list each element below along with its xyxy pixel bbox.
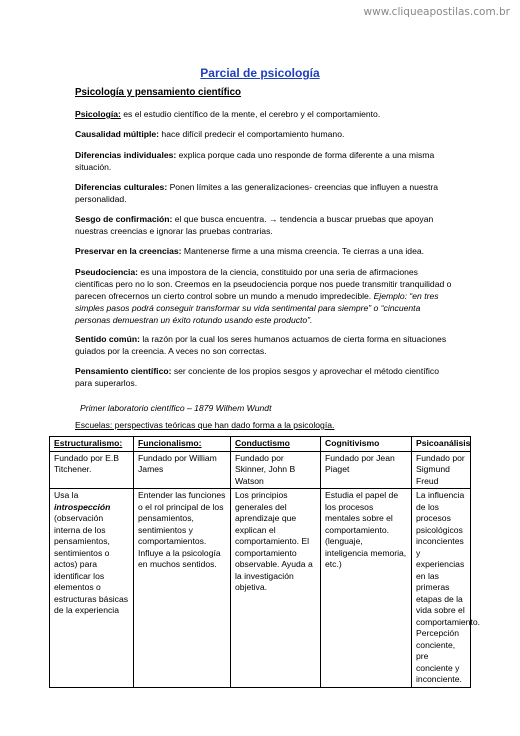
definition-term: Diferencias individuales: xyxy=(75,150,177,160)
table-cell xyxy=(321,489,412,688)
definition-text: ser conciente de los propios sesgos y aprovechar el método científico para superarlos. xyxy=(75,366,439,388)
definition-psicologia xyxy=(75,108,455,120)
definition-text: Ponen límites a las generalizaciones- creencias que influyen a nuestra personalidad. xyxy=(75,182,439,204)
table-cell xyxy=(231,489,321,688)
schools-table xyxy=(49,436,481,688)
table-row-founders xyxy=(50,451,471,489)
definition-term: Pseudociencia: xyxy=(75,267,139,277)
definition-term: Diferencias culturales: xyxy=(75,182,168,192)
definition-term: Psicología: xyxy=(75,109,121,119)
cell-text: Entender las funciones o el rol principal de los pensamientos, sentimientos y comportamientos. Influye a la psicología en muchos sentidos. xyxy=(138,490,226,569)
definition-text: explica porque cada uno responde de forma diferente a una misma situación. xyxy=(75,150,435,172)
table-header-cell: Conductismo xyxy=(231,437,321,452)
page-title: Parcial de psicología xyxy=(200,66,320,80)
definition-term: Pensamiento científico: xyxy=(75,366,172,376)
table-cell xyxy=(50,489,134,688)
definition-text: es el estudio científico de la mente, el cerebro y el comportamiento. xyxy=(120,109,381,119)
watermark-url: www.cliqueapostilas.com.br xyxy=(363,6,510,18)
table-header-cell: Cognitivismo xyxy=(321,437,412,452)
definition-term: Preservar en la creencias: xyxy=(75,246,182,256)
definition-pensamiento xyxy=(75,365,455,389)
table-header-cell: Psicoanálisis xyxy=(412,437,471,452)
table-header-cell: Funcionalismo: xyxy=(134,437,231,452)
cell-text: La influencia de los procesos psicológicos inconcientes y experiencias en las primeras etapas de la vida sobre el comportamiento. Percepción conciente, pre conciente y inconciente. xyxy=(416,490,481,684)
table-cell: Fundado por Jean Piaget xyxy=(321,451,412,489)
table-header-cell: Estructuralismo: xyxy=(50,437,134,452)
table-cell: Fundado por E.B Titchener. xyxy=(50,451,134,489)
table-header-row xyxy=(50,437,471,452)
schools-heading: Escuelas: perspectivas teóricas que han dado forma a la psicología. xyxy=(75,420,335,430)
definition-preservar xyxy=(75,245,455,257)
definition-example: Ejemplo: “en tres simples pasos podrá conseguir transformar su vida sentimental para siempre” o “cincuenta personas demuestran un éxito rotundo usando este producto”. xyxy=(75,291,439,325)
definition-text: hace difícil predecir el comportamiento humano. xyxy=(159,129,345,139)
definition-sentido-comun xyxy=(75,333,455,357)
table-cell: Fundado por Skinner, John B Watson xyxy=(231,451,321,489)
definition-sesgo xyxy=(75,213,455,237)
table-cell: Fundado por William James xyxy=(134,451,231,489)
cell-text: Estudia el papel de los procesos mentales sobre el comportamiento. (lenguaje, inteligencia memoria, etc.) xyxy=(325,490,407,569)
definition-diferencias-individuales xyxy=(75,149,455,173)
definition-term: Sesgo de confirmación: xyxy=(75,214,173,224)
cell-text: Usa la xyxy=(54,490,79,500)
definition-term: Causalidad múltiple: xyxy=(75,129,160,139)
definition-pseudociencia xyxy=(75,266,455,326)
definition-text: es una impostora de la ciencia, constituido por una seria de afirmaciones científicas pero no lo son. Creemos en la pseudociencia porque nos puede transmitir tranquilidad o parecen ofrecernos un cierto control sobre un mundo a menudo impredecible. xyxy=(75,267,452,301)
section-subtitle: Psicología y pensamiento científico xyxy=(75,87,242,98)
table-cell xyxy=(412,489,481,688)
cell-emphasis: introspección xyxy=(54,501,111,512)
definition-text: el que busca encuentra. → tendencia a buscar pruebas que apoyan nuestras creencias e ignorar las pruebas contrarias. xyxy=(75,214,434,236)
cell-text: Los principios generales del aprendizaje que explican el comportamiento. El comportamiento observable. Ayuda a la investigación objetiva. xyxy=(235,490,313,592)
definition-text: Mantenerse firme a una misma creencia. Te cierras a una idea. xyxy=(181,246,425,256)
definition-text: la razón por la cual los seres humanos actuamos de cierta forma en situaciones guiados por la creencia. A veces no son correctas. xyxy=(75,334,447,356)
table-row-descriptions xyxy=(50,489,471,688)
definition-diferencias-culturales xyxy=(75,181,455,205)
table-cell xyxy=(134,489,231,688)
milestone-note: Primer laboratorio científico – 1879 Wilhem Wundt xyxy=(80,403,272,413)
cell-text: (observación interna de los pensamientos, sentimientos o actos) para identificar los elementos o estructuras básicas de la experiencia xyxy=(54,513,129,615)
definition-causalidad xyxy=(75,128,455,140)
definition-term: Sentido común: xyxy=(75,334,140,344)
table-cell: Fundado por Sigmund Freud xyxy=(412,451,471,489)
